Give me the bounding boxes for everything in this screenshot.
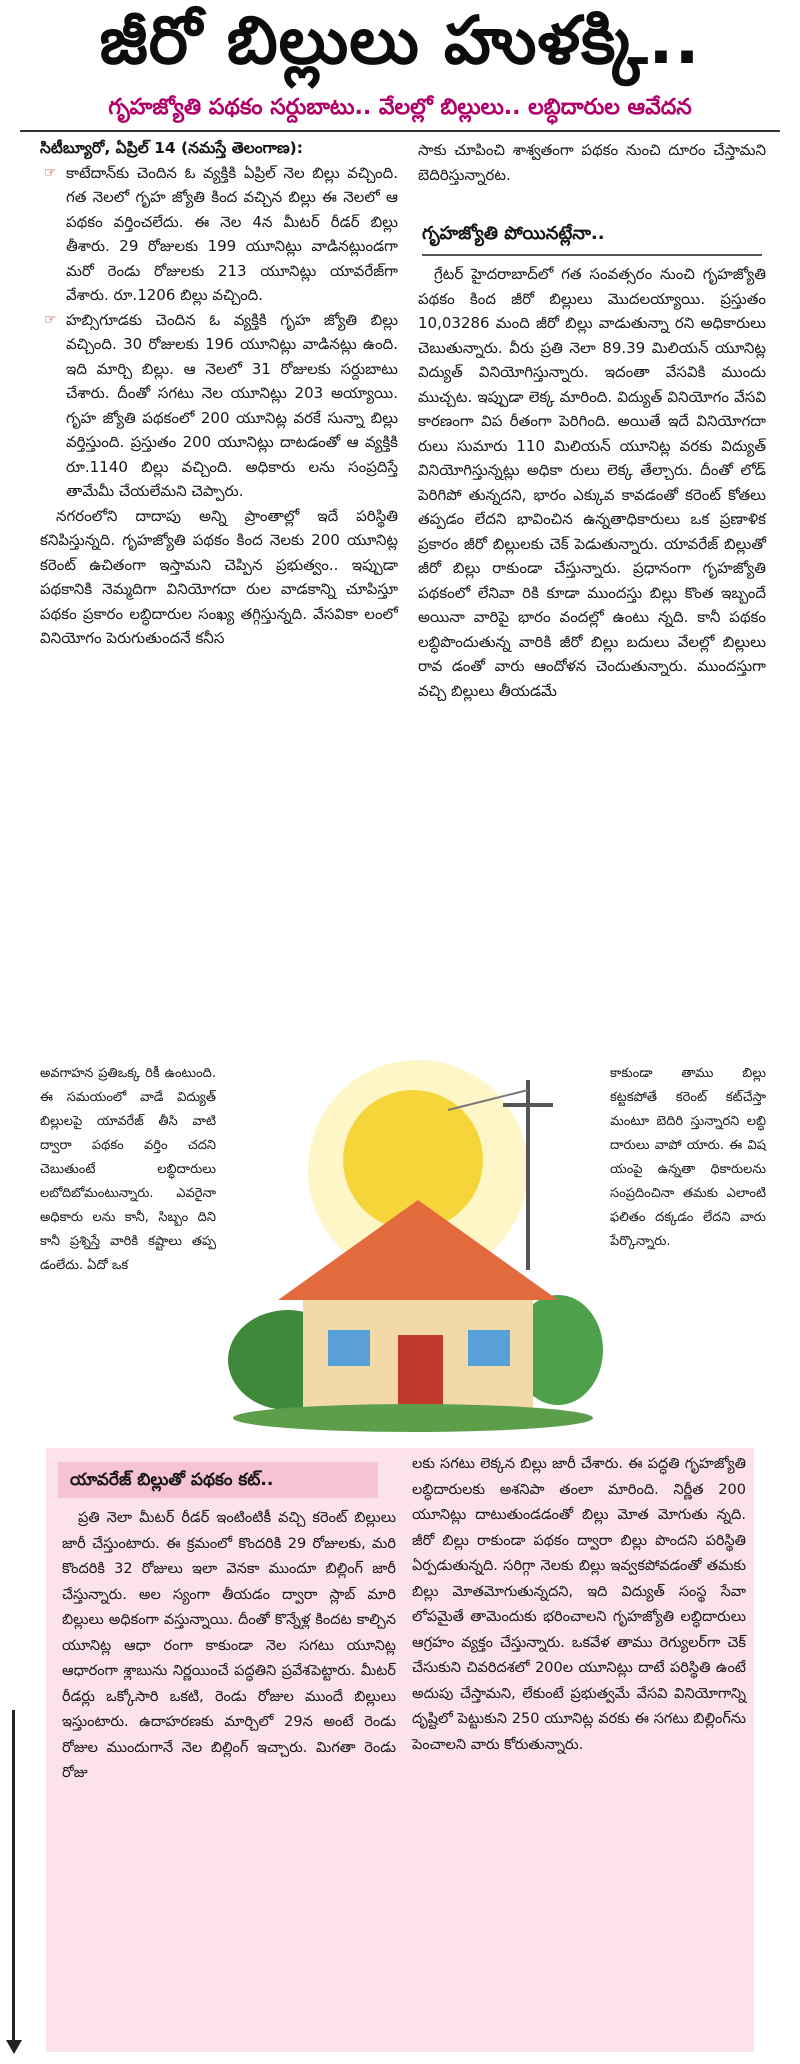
- bullet-paragraph-1: [40, 161, 398, 308]
- side-heading: గృహజ్యోతి పోయినట్లేనా..: [422, 214, 762, 256]
- box-title: యావరేజ్ బిల్లుతో పథకం కట్..: [58, 1462, 378, 1498]
- bullet-text-2: హబ్సిగూడకు చెందిన ఓ వ్యక్తికి గృహ జ్యోతి బిల్లు వచ్చింది. 30 రోజులకు 196 యూనిట్లు వాడినట్లు ఉంది. ఇది మార్చి బిల్లు. ఆ నెలలో 31 రోజులకు సర్దుబాటు చేశారు. దీంతో సగటు నెల యూనిట్లు 203 అయ్యాయి. గృహ జ్యోతి పథకంలో 200 యూనిట్ల వరకే సున్నా బిల్లు వర్తిస్తుంది. ప్రస్తుతం 200 యూనిట్లు దాటడంతో ఆ వ్యక్తికి రూ.1140 బిల్లు వచ్చింది. అధికారు లను సంప్రదిస్తే తామేమీ చేయలేమని చెప్పారు.: [66, 310, 398, 500]
- subheadline: గృహజ్యోతి పథకం సర్దుబాటు.. వేలల్లో బిల్లులు.. లబ్ధిదారుల ఆవేదన: [20, 86, 780, 132]
- right-column: [418, 262, 766, 703]
- left-column: [40, 136, 398, 651]
- right-paragraph-2: గ్రేటర్ హైదరాబాద్‌లో గత సంవత్సరం నుంచి గృహజ్యోతి పథకం కింద జీరో బిల్లులు మొదలయ్యాయి. ప్రస్తుతం 10,03286 మంది జీరో బిల్లు వాడుతున్నా రని అధికారులు చెబుతున్నారు. వీరు ప్రతి నెలా 89.39 మిలియన్ యూనిట్ల విద్యుత్ వినియోగిస్తున్నారు. ఇదంతా వేసవికి ముందు ముచ్చట. ఇప్పుడా లెక్క మారింది. విద్యుత్ వినియోగం వేసవి కారణంగా విప రీతంగా పెరిగింది. అయితే ఇదే వినియోగదా రులు సుమారు 110 మిలియన్ యూనిట్ల వరకు విద్యుత్ వినియోగిస్తున్నట్లు అధికా రులు లెక్క తేల్చారు. దీంతో లోడ్ పెరిగిపో తున్నదని, భారం ఎక్కువ కావడంతో కరెంట్ కోతలు తప్పడం లేదని భావించిన ఉన్నతాధికారులు ఒక ప్రణాళిక ప్రకారం జీరో బిల్లులకు చెక్ పెడుతున్నారు. యావరేజ్ బిల్లుతో జీరో బిల్లు రాకుండా చేస్తున్నారు. ప్రధానంగా గృహజ్యోతి పథకంలో లేనివా రికి కూడా ముందస్తు బిల్లు కొంత ఇబ్బందే అయినా వారిపై భారం వందల్లో ఉంటు న్నది. కానీ పథకం లబ్ధిపొందుతున్న వారికి జీరో బిల్లు బదులు వేలల్లో బిల్లులు రావ డంతో వారు ఆందోళన చెందుతున్నారు. ముందస్తుగా వచ్చి బిల్లులు తీయడమే: [418, 265, 766, 700]
- right-paragraph-3: కాకుండా తాము బిల్లు కట్టకపోతే కరెంట్ కట్‌చేస్తా మంటూ బెదిరి స్తున్నారని లబ్ధి దారులు వాపో యారు. ఈ విష యంపై ఉన్నతా ధికారులను సంప్రదించినా తమకు ఎలాంటి ఫలితం దక్కడం లేదని వారు పేర్కొన్నారు.: [610, 1066, 766, 1249]
- bulb-and-house-illustration: [218, 1050, 608, 1440]
- bullet-text-1: కాటేదాన్‌కు చెందిన ఓ వ్యక్తికి ఏప్రిల్ నెల బిల్లు వచ్చింది. గత నెలలో గృహ జ్యోతి కింద వచ్చిన బిల్లు ఈ నెలలో ఆ పథకం వర్తించలేదు. ఈ నెల 4న మీటర్ రీడర్ బిల్లు తీశారు. 29 రోజులకు 199 యూనిట్లు వాడినట్లుండగా మరో రెండు రోజులకు 213 యూనిట్లు యావరేజ్‌గా వేశారు. రూ.1206 బిల్లు వచ్చింది.: [66, 163, 398, 304]
- house-door: [398, 1335, 443, 1410]
- right-column-lower: [610, 1062, 766, 1254]
- headline: జీరో బిల్లులు హుళక్కి..: [99, 2, 701, 79]
- arrow-down-icon[interactable]: [6, 2040, 22, 2054]
- left-column-lower: [40, 1062, 216, 1278]
- hand-pointing-icon: ☞: [44, 311, 57, 328]
- box-left-text: ప్రతి నెలా మీటర్ రీడర్ ఇంటింటికీ వచ్చి కరెంట్ బిల్లులు జారీ చేస్తుంటారు. ఈ క్రమంలో కొందరికి 29 రోజులకు, మరి కొందరికి 32 రోజులు ఇలా వెనకా ముందూ బిల్లింగ్ జారీ చేస్తున్నారు. అల స్యంగా తీయడం ద్వారా స్లాబ్ మారి బిల్లులు అధికంగా వస్తున్నాయి. దీంతో కొన్నేళ్ల కిందట కాల్చిన యూనిట్ల ఆధా రంగా కాకుండా నెల సగటు యూనిట్ల ఆధారంగా శ్లాబును నిర్ణయించే పద్ధతిని ప్రవేశపెట్టారు. మీటర్ రీడర్లు ఒక్కోసారి ఒకటి, రెండు రోజుల ముందే బిల్లులు ఇస్తుంటారు. ఉదాహరణకు మార్చిలో 29న అంటే రెండు రోజుల ముందుగానే నెల బిల్లింగ్ ఇచ్చారు. మిగతా రెండు రోజు: [62, 1510, 396, 1781]
- bullet-paragraph-2: [40, 308, 398, 504]
- right-paragraph-1: సాకు చూపించి శాశ్వతంగా పథకం నుంచి దూరం చేస్తామని బెదిరిస్తున్నారట.: [418, 141, 766, 184]
- left-paragraph-3: నగరంలోని దాదాపు అన్ని ప్రాంతాల్లో ఇదే పరిస్థితి కనిపిస్తున్నది. గృహజ్యోతి పథకం కింద నెలకు 200 యూనిట్ల కరెంట్ ఉచితంగా ఇస్తామని చెప్పిన ప్రభుత్వం.. ఇప్పుడా పథకానికి నెమ్మదిగా వినియోగదా రుల వాడకాన్ని చూపిస్తూ పథకం ప్రకారం లబ్ధిదారుల సంఖ్య తగ్గిస్తున్నది. వేసవికా లంలో వినియోగం పెరుగుతుందనే కనీస: [40, 506, 398, 647]
- box-left-column: [62, 1506, 396, 1787]
- scroll-indicator[interactable]: [12, 1710, 15, 2050]
- box-right-text: లకు సగటు లెక్కన బిల్లు జారీ చేశారు. ఈ పద్ధతి గృహజ్యోతి లబ్ధిదారులకు అశనిపా తంలా మారింది. నిర్ణీత 200 యూనిట్లు దాటుతుండడంతో బిల్లు మోత మోగుతు న్నది. జీరో బిల్లు రాకుండా పథకం ద్వారా బిల్లు పొందని పరిస్థితి ఏర్పడుతున్నది. సరిగ్గా నెలకు బిల్లు ఇవ్వకపోవడంతో తమకు బిల్లు మోతమోగుతున్నదని, ఇది విద్యుత్ సంస్థ సేవా లోపమైతే తామెందుకు భరించాలని గృహజ్యోతి లబ్ధిదారులు ఆగ్రహం వ్యక్తం చేస్తున్నారు. ఒకవేళ తాము రెగ్యులర్‌గా చెక్ చేసుకుని చివరిదశలో 200ల యూనిట్లు దాటే పరిస్థితి ఉంటే అదుపు చేస్తామని, లేకుంటే ప్రభుత్వమే వేసవి వినియోగాన్ని దృష్టిలో పెట్టుకుని 250 యూనిట్ల వరకు ఈ సగటు బిల్లింగ్‌ను పెంచాలని వారు కోరుతున్నారు.: [412, 1456, 746, 1753]
- right-column-top: [418, 138, 766, 187]
- hand-pointing-icon: ☞: [44, 164, 57, 181]
- box-right-column: [412, 1452, 746, 1758]
- dateline: సిటీబ్యూరో, ఏప్రిల్ 14 (నమస్తే తెలంగాణ):: [40, 139, 303, 157]
- left-paragraph-4: అవగాహన ప్రతిఒక్క రికీ ఉంటుంది. ఈ సమయంలో వాడే విద్యుత్ బిల్లులపై యావరేజ్ తీసి వాటి ద్వారా పథకం వర్తిం చదని చెబుతుంటే లబ్ధిదారులు లబోదిబోమంటున్నారు. ఎవరైనా అధికారు లను కానీ, సిబ్బం దిని కానీ ప్రశ్నిస్తే వారికి కష్టాలు తప్ప డంలేదు. ఏదో ఒక: [40, 1066, 216, 1273]
